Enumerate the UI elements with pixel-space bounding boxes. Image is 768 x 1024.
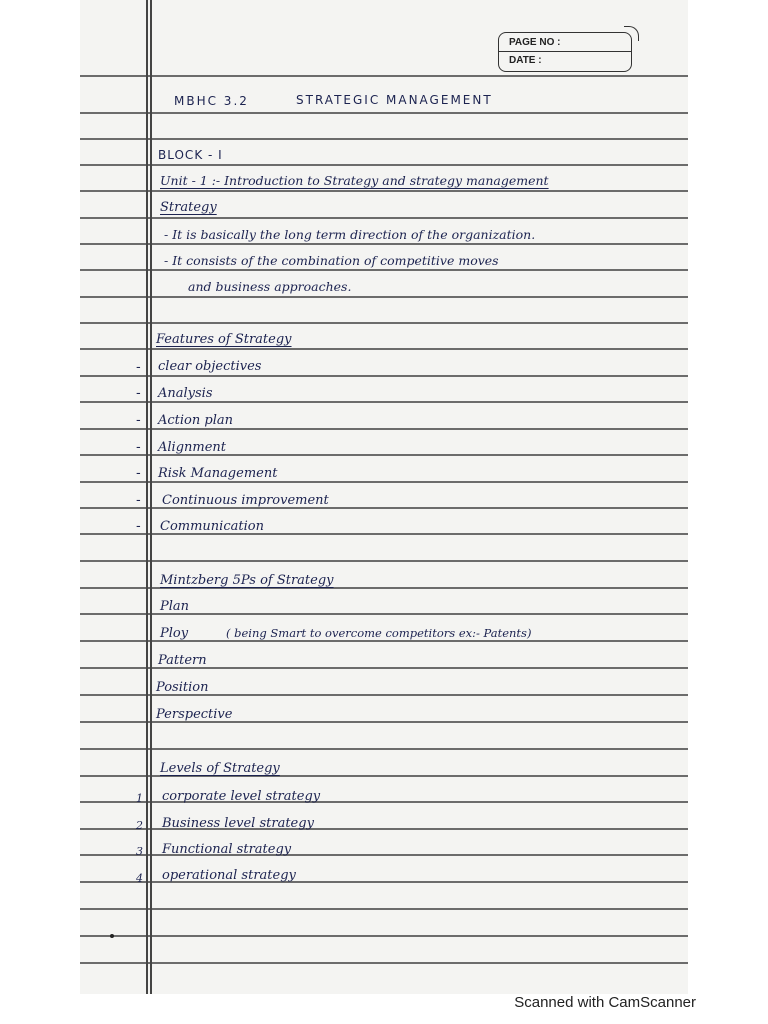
list-dash: - — [136, 386, 141, 401]
strategy-point: - It consists of the combination of competitive moves — [164, 253, 499, 268]
list-dash: - — [136, 519, 141, 534]
course-code: MBHC 3.2 — [174, 94, 249, 108]
mintzberg-item: Pattern — [158, 653, 207, 668]
ruled-line — [80, 296, 688, 298]
feature-item: Continuous improvement — [162, 493, 329, 508]
mintzberg-item: Perspective — [156, 707, 233, 722]
course-title: STRATEGIC MANAGEMENT — [296, 93, 493, 107]
ruled-line — [80, 401, 688, 403]
ruled-line — [80, 164, 688, 166]
ruled-line — [80, 481, 688, 483]
level-item: Functional strategy — [162, 842, 292, 857]
strategy-point: - It is basically the long term direction of the organization. — [164, 227, 536, 242]
ruled-line — [80, 112, 688, 114]
ruled-line — [80, 962, 688, 964]
ruled-line — [80, 428, 688, 430]
ruled-line — [80, 908, 688, 910]
unit-heading: Unit - 1 :- Introduction to Strategy and strategy management — [160, 173, 549, 188]
level-number: 4 — [136, 872, 143, 885]
mintzberg-item: Ploy — [160, 626, 189, 641]
ruled-line — [80, 217, 688, 219]
ruled-line — [80, 560, 688, 562]
box-divider — [499, 51, 631, 52]
block-label: BLOCK - I — [158, 148, 223, 162]
level-number: 2 — [136, 819, 143, 832]
list-dash: - — [136, 466, 141, 481]
page-number-date-box — [498, 32, 632, 72]
ruled-line — [80, 348, 688, 350]
feature-item: Alignment — [158, 440, 227, 455]
margin-line — [146, 0, 148, 994]
feature-item: clear objectives — [158, 359, 262, 374]
page-no-label: PAGE NO : — [509, 37, 561, 48]
ruled-line — [80, 748, 688, 750]
level-item: corporate level strategy — [162, 789, 321, 804]
ploy-note: ( being Smart to overcome competitors ex:- Patents) — [226, 626, 532, 640]
strategy-point: and business approaches. — [188, 279, 352, 294]
list-dash: - — [136, 493, 141, 508]
level-number: 3 — [136, 845, 143, 858]
list-dash: - — [136, 360, 141, 375]
mintzberg-item: Plan — [160, 599, 190, 614]
list-dash: - — [136, 440, 141, 455]
level-number: 1 — [136, 792, 143, 805]
level-item: Business level strategy — [162, 816, 314, 831]
mintzberg-heading: Mintzberg 5Ps of Strategy — [160, 573, 334, 588]
ruled-line — [80, 190, 688, 192]
ink-dot — [110, 934, 114, 938]
levels-heading: Levels of Strategy — [160, 761, 280, 776]
feature-item: Risk Management — [158, 466, 278, 481]
ruled-line — [80, 243, 688, 245]
feature-item: Action plan — [158, 413, 233, 428]
margin-line — [150, 0, 152, 994]
feature-item: Communication — [160, 519, 264, 534]
date-label: DATE : — [509, 55, 542, 66]
ruled-line — [80, 269, 688, 271]
box-corner-tab — [624, 26, 639, 41]
ruled-line — [80, 322, 688, 324]
ruled-line — [80, 375, 688, 377]
strategy-heading: Strategy — [160, 200, 217, 215]
features-heading: Features of Strategy — [156, 332, 292, 347]
feature-item: Analysis — [158, 386, 213, 401]
ruled-line — [80, 935, 688, 937]
notebook-page — [80, 0, 688, 994]
mintzberg-item: Position — [156, 680, 209, 695]
scanner-watermark: Scanned with CamScanner — [514, 994, 696, 1011]
ruled-line — [80, 75, 688, 77]
list-dash: - — [136, 413, 141, 428]
level-item: operational strategy — [162, 868, 296, 883]
ruled-line — [80, 138, 688, 140]
